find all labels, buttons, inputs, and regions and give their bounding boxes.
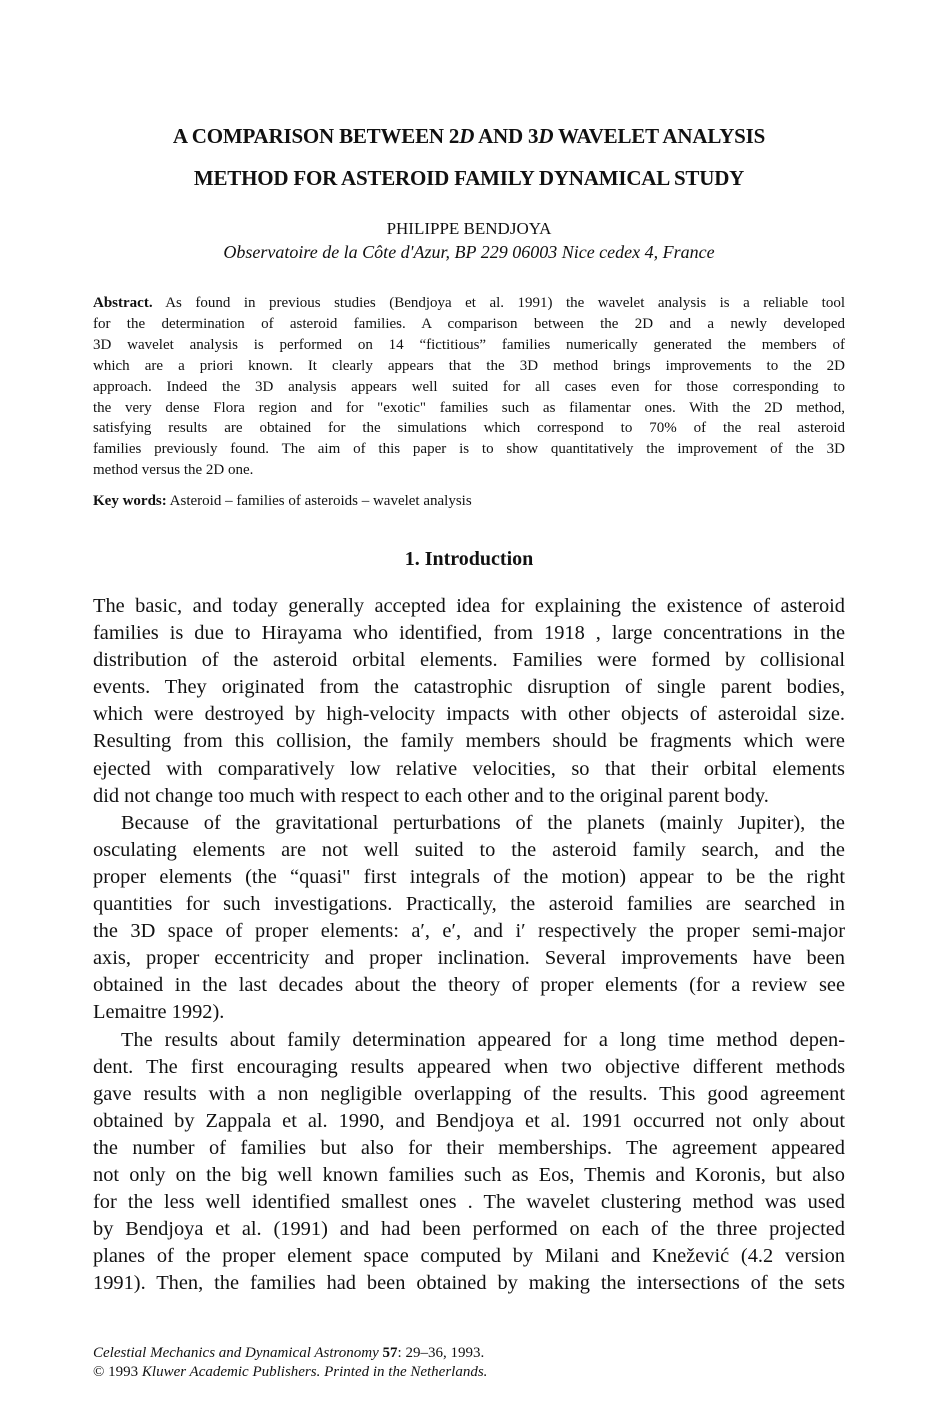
title-text: A COMPARISON BETWEEN 2	[172, 124, 460, 148]
paper-title-line-1	[0, 124, 938, 149]
author-name: PHILIPPE BENDJOYA	[386, 219, 552, 238]
body-line: for the less well identified smallest ones . The wavelet clustering method was used	[93, 1191, 845, 1214]
author-affiliation: Observatoire de la Côte d'Azur, BP 229 06003 Nice cedex 4, France	[223, 242, 715, 262]
body-line: obtained in the last decades about the theory of proper elements (for a review see	[93, 974, 845, 997]
section-heading-introduction: 1. Introduction	[404, 548, 534, 570]
body-line: Lemaitre 1992).	[93, 1001, 225, 1024]
body-line: proper elements (the “quasi" first integrals of the motion) appear to be the right	[93, 865, 845, 888]
abstract-label: Abstract.	[93, 295, 153, 311]
journal-citation	[93, 1344, 487, 1363]
keywords	[93, 493, 845, 510]
introduction-body	[93, 593, 845, 1297]
copyright-line	[93, 1363, 487, 1382]
title-text: WAVELET ANALYSIS	[553, 124, 766, 148]
abstract-line: for the determination of asteroid families. A comparison between the 2D and a newly developed	[93, 315, 845, 332]
journal-pages: : 29–36, 1993.	[397, 1345, 485, 1361]
body-line: which were destroyed by high-velocity impacts with other objects of asteroidal size.	[93, 703, 845, 726]
abstract-text: As found in previous studies (Bendjoya et al. 1991) the wavelet analysis is a reliable tool	[152, 295, 845, 311]
publisher-info: Kluwer Academic Publishers. Printed in the Netherlands.	[138, 1364, 488, 1380]
abstract-line: approach. Indeed the 3D analysis appears well suited for all cases even for those corresponding to	[93, 378, 845, 395]
body-line: dent. The first encouraging results appeared when two objective different methods	[93, 1055, 845, 1078]
body-line: Resulting from this collision, the family members should be fragments which were	[93, 730, 845, 753]
abstract	[93, 293, 845, 481]
paper-title-line-2: METHOD FOR ASTEROID FAMILY DYNAMICAL STUDY	[193, 166, 745, 190]
body-line: The results about family determination appeared for a long time method depen-	[121, 1028, 845, 1051]
abstract-line: 3D wavelet analysis is performed on 14 “fictitious” families numerically generated the members of	[93, 336, 845, 353]
abstract-line	[93, 293, 845, 314]
abstract-line: which are a priori known. It clearly appears that the 3D method brings improvements to the 2D	[93, 357, 845, 374]
keywords-text: Asteroid – families of asteroids – wavelet analysis	[166, 493, 472, 509]
body-line: did not change too much with respect to each other and to the original parent body.	[93, 784, 769, 807]
body-line: events. They originated from the catastrophic disruption of single parent bodies,	[93, 676, 845, 699]
body-line: not only on the big well known families such as Eos, Themis and Koronis, but also	[93, 1163, 845, 1186]
body-line: obtained by Zappala et al. 1990, and Bendjoya et al. 1991 occurred not only about	[93, 1109, 845, 1132]
abstract-line: the very dense Flora region and for "exotic" families such as filamentar ones. With the 2D method,	[93, 399, 845, 416]
body-line: gave results with a non negligible overlapping of the results. This good agreement	[93, 1082, 845, 1105]
body-line: the number of families but also for their memberships. The agreement appeared	[93, 1136, 845, 1159]
title-text: AND 3	[474, 124, 539, 148]
copyright-year: © 1993	[93, 1364, 139, 1380]
abstract-line: method versus the 2D one.	[93, 462, 254, 479]
body-line: axis, proper eccentricity and proper inclination. Several improvements have been	[93, 947, 845, 970]
body-line: ejected with comparatively low relative velocities, so that their orbital elements	[93, 757, 845, 780]
body-line: osculating elements are not well suited to the asteroid family search, and the	[93, 838, 845, 861]
body-line: the 3D space of proper elements: a′, e′, and i′ respectively the proper semi-major	[93, 920, 845, 943]
abstract-line: families previously found. The aim of this paper is to show quantitatively the improvement of the 3D	[93, 441, 845, 458]
body-line: distribution of the asteroid orbital elements. Families were formed by collisional	[93, 649, 845, 672]
journal-volume: 57	[382, 1345, 398, 1361]
page-footer	[93, 1344, 487, 1382]
body-line: by Bendjoya et al. (1991) and had been performed on each of the three projected	[93, 1218, 845, 1241]
body-line: families is due to Hirayama who identified, from 1918 , large concentrations in the	[93, 622, 845, 645]
body-line: planes of the proper element space computed by Milani and Knežević (4.2 version	[93, 1245, 845, 1268]
abstract-line: satisfying results are obtained for the simulations which correspond to 70% of the real asteroid	[93, 420, 845, 437]
body-line: Because of the gravitational perturbations of the planets (mainly Jupiter), the	[121, 811, 845, 834]
title-italic-d: D	[459, 124, 475, 148]
body-line: The basic, and today generally accepted idea for explaining the existence of asteroid	[93, 595, 845, 617]
title-italic-d: D	[538, 124, 554, 148]
journal-name: Celestial Mechanics and Dynamical Astronomy	[93, 1345, 379, 1361]
body-line: quantities for such investigations. Practically, the asteroid families are searched in	[93, 893, 845, 916]
body-line: 1991). Then, the families had been obtained by making the intersections of the sets	[93, 1272, 845, 1295]
keywords-label: Key words:	[93, 493, 167, 509]
